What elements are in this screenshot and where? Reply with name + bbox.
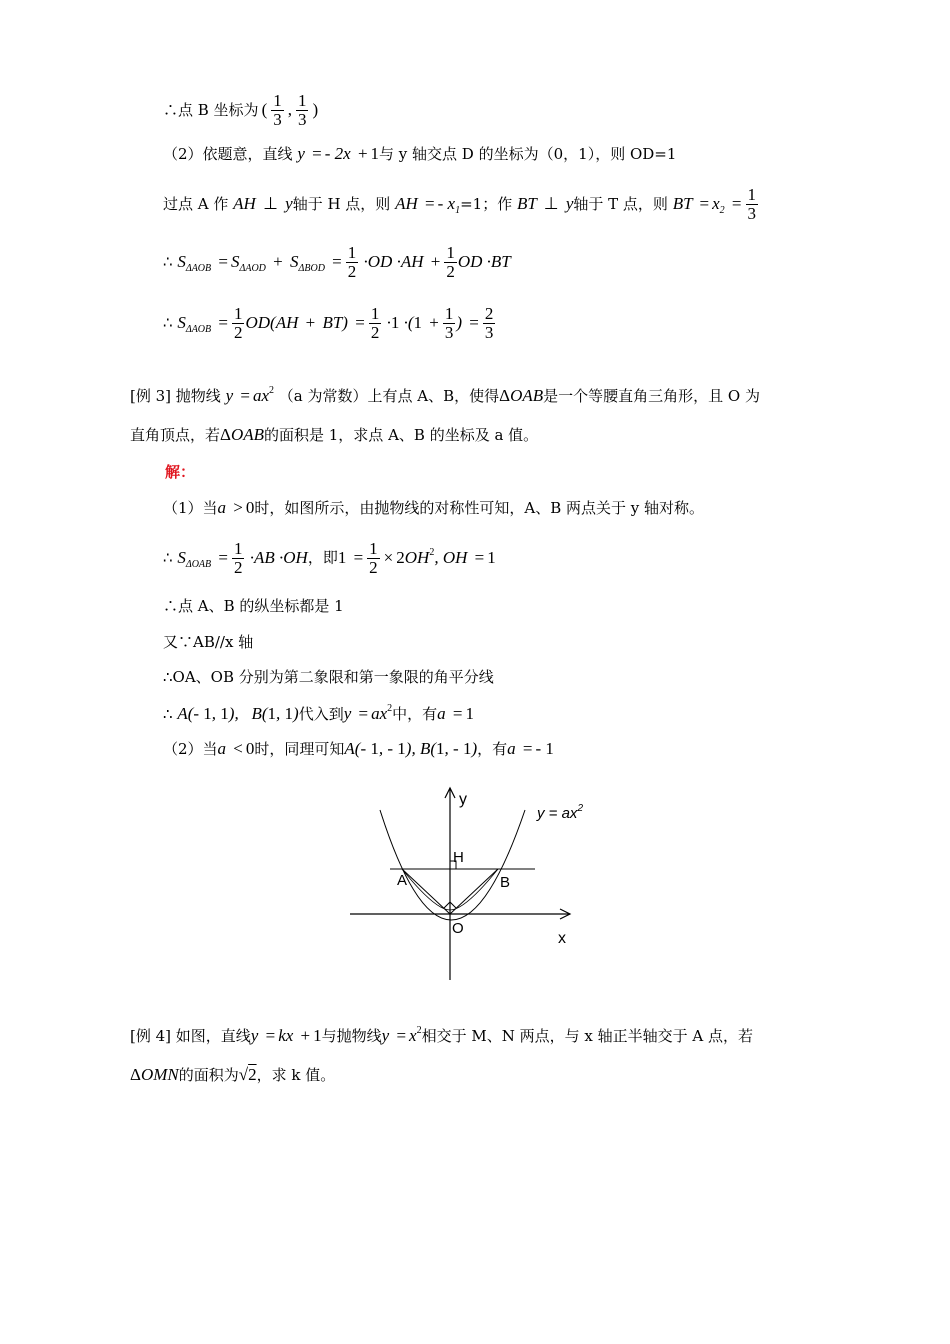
label-h: H [453, 849, 464, 866]
solution-heading: 解： [165, 463, 196, 481]
formula: AH ⊥ y [233, 193, 293, 213]
text: =1；作 [460, 194, 513, 213]
substitute-line [163, 704, 474, 722]
formula: $y = ax^2$ [343, 703, 393, 723]
text: 相交于 M、N 两点，与 x 轴正半轴交于 A 点，若 [421, 1027, 753, 1045]
text: [例 4] 如图，直线 [130, 1027, 251, 1045]
text: ，有 [477, 740, 508, 758]
therefore: ∴ [163, 705, 173, 723]
line-od [163, 145, 676, 162]
text: 是一个等腰直角三角形，且 O 为 [543, 387, 760, 405]
text: （a 为常数）上有点 A、B，使得 [278, 387, 500, 405]
text: ∴点 B 坐标为 [163, 100, 259, 119]
formula: BT ⊥ y [516, 193, 574, 213]
formula: BT = $x_2$ = [672, 193, 742, 216]
formula: √2 [238, 1065, 257, 1084]
text: （1）当 [163, 499, 218, 517]
formula: $S_{\Delta AOB}$ = $\frac{1}{2}$ OD(AH + BT) = $\frac{1}{2}$ ·1 ·(1 + $\frac{1}{3}$ ) = $\frac{2}{3}$ [177, 304, 494, 342]
example3-line1 [130, 386, 760, 404]
case2-line [163, 740, 554, 757]
curve-label-exp: 2 [577, 803, 583, 814]
text: 代入到 [298, 705, 344, 723]
case1-line [163, 499, 704, 516]
example4-line2 [130, 1066, 335, 1083]
text: ，即 [307, 548, 338, 567]
formula: ΔOMN [130, 1065, 179, 1084]
parabola-figure [345, 780, 605, 985]
text: 时，如图所示，由抛物线的对称性可知，A、B 两点关于 y 轴对称。 [254, 499, 705, 517]
bisector-line: ∴OA、OB 分别为第二象限和第一象限的角平分线 [163, 668, 494, 686]
formula: $S_{\Delta AOB} = S_{\Delta AOD} + S_{\Delta BOD}$ = $\frac{1}{2}$ ·OD ·AH + $\frac{1}{2}$ OD ·BT [177, 243, 511, 281]
line-point-b: ∴点 B 坐标为 ( $\frac{1}{3}$ , $\frac{1}{3}$ ) [163, 91, 319, 129]
label-o: O [452, 920, 464, 937]
label-x: x [558, 930, 566, 947]
formula: $y = ax^2$ [225, 385, 275, 405]
formula: ΔOAB [220, 425, 264, 444]
text: 直角顶点，若 [130, 426, 221, 444]
formula: a = - 1 [507, 739, 554, 758]
ab-parallel-line: 又∵AB//x 轴 [163, 633, 254, 651]
formula: ΔOAB [499, 386, 544, 405]
text: 与 y 轴交点 D 的坐标为（0，1），则 OD=1 [379, 145, 677, 163]
text: [例 3] 抛物线 [130, 387, 221, 405]
line-area-result [163, 305, 496, 343]
text: ，求 k 值。 [256, 1066, 336, 1084]
curve-label [536, 803, 583, 822]
curve-label-text: y = ax [537, 805, 578, 822]
text: 轴于 T 点，则 [573, 194, 668, 213]
segment-oa [402, 869, 450, 914]
fraction: $\frac{1}{3}$ [273, 91, 282, 129]
label-a: A [397, 872, 408, 889]
fraction: $\frac{1}{3}$ [747, 185, 756, 223]
formula: y = kx + 1 [250, 1026, 322, 1045]
label-b: B [500, 874, 511, 891]
example4-line1 [130, 1026, 753, 1044]
text: （2）依题意，直线 [163, 145, 293, 163]
therefore: ∴ [163, 313, 173, 332]
area-oab-line [163, 540, 496, 578]
formula: a > 0 [217, 498, 255, 517]
formula: A(- 1, 1), B(1, 1) [177, 704, 299, 723]
line-ah-bt [163, 186, 759, 224]
formula: AH = - $x_1$ [395, 193, 461, 216]
text: 的面积为 [178, 1066, 239, 1084]
text: （2）当 [163, 740, 218, 758]
fraction: $\frac{1}{3}$ [297, 91, 307, 129]
text: 的面积是 1，求点 A、B 的坐标及 a 值。 [264, 426, 539, 444]
text: 轴于 H 点，则 [292, 194, 391, 213]
formula: $S_{\Delta OAB}$ = $\frac{1}{2}$ ·AB ·OH [177, 539, 308, 577]
y-coord-line: ∴点 A、B 的纵坐标都是 1 [163, 597, 344, 615]
formula: $y = x^2$ [381, 1025, 422, 1045]
formula: A(- 1, - 1), B(1, - 1) [344, 739, 478, 758]
label-y: y [459, 791, 467, 808]
text: 时，同理可知 [254, 740, 345, 758]
formula: a < 0 [217, 739, 255, 758]
therefore: ∴ [163, 252, 173, 271]
line-area-sum [163, 244, 511, 282]
text: 中，有 [392, 705, 438, 723]
text: 与抛物线 [321, 1027, 382, 1045]
formula: 1 = $\frac{1}{2}$ × $2OH^2$, OH = 1 [337, 539, 496, 577]
formula: y = - 2x + 1 [297, 144, 380, 163]
example3-line2 [130, 426, 538, 443]
text: 过点 A 作 [163, 194, 229, 213]
therefore: ∴ [163, 548, 173, 567]
formula: a = 1 [437, 704, 474, 723]
segment-ob [450, 869, 498, 914]
